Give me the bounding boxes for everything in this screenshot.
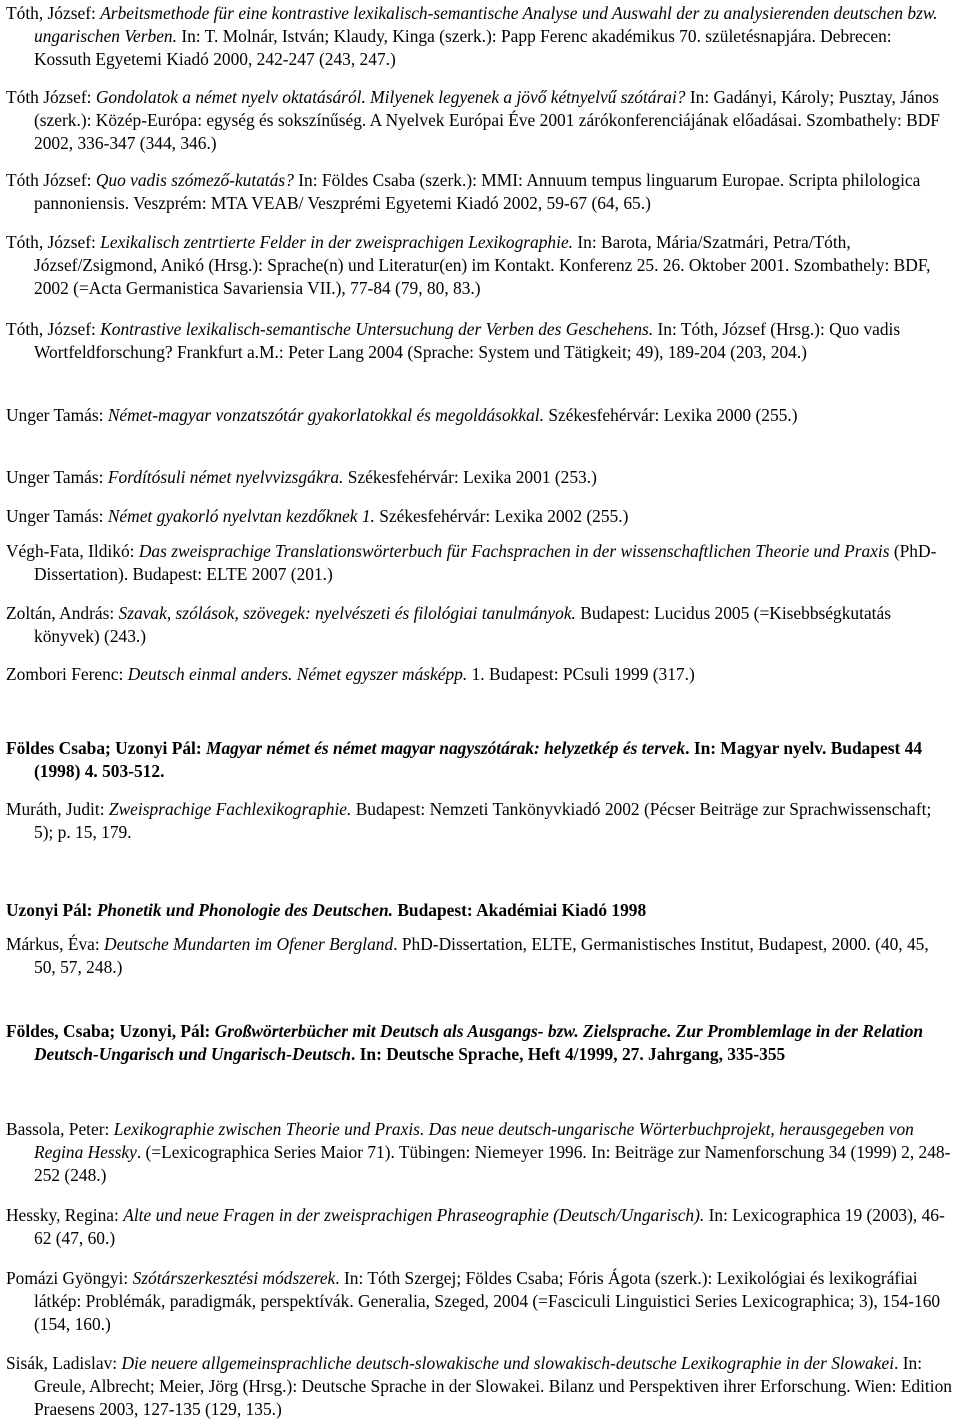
entry-title: Szavak, szólások, szövegek: nyelvészeti és filológiai tanulmányok. (118, 603, 576, 623)
entry-publication: Székesfehérvár: Lexika 2002 (255.) (374, 506, 629, 526)
entry-author: Pomázi Gyöngyi: (6, 1268, 133, 1288)
bib-entry (6, 798, 952, 844)
entry-title: Német gyakorló nyelvtan kezdőknek 1. (107, 506, 375, 526)
entry-author: Márkus, Éva: (6, 934, 105, 954)
entry-title: Arbeitsmethode für eine kontrastive lexikalisch-semantische Analyse und Auswahl der zu analysierenden deutschen bzw. ungarischen Verben. (34, 3, 938, 46)
entry-author: Zombori Ferenc: (6, 664, 128, 684)
entry-title: Großwörterbücher mit Deutsch als Ausgangs- bzw. Zielsprache. Zur Promblemlage in der Relation Deutsch-Ungarisch und Ungarisch-Deutsch (34, 1021, 924, 1064)
entry-publication: . In: Greule, Albrecht; Meier, Jörg (Hrsg.): Deutsche Sprache in der Slowakei. Bilanz und Perspektiven ihrer Erforschung. Wien: Edition Praesens 2003, 127-135 (129, 135.) (34, 1353, 952, 1419)
entry-title: Lexikalisch zentrtierte Felder in der zweisprachigen Lexikographie. (100, 232, 574, 252)
bib-entry (6, 899, 952, 922)
entry-author: Uzonyi Pál: (6, 900, 97, 920)
entry-publication: In: Tóth, József (Hrsg.): Quo vadis Wortfeldforschung? Frankfurt a.M.: Peter Lang 2004 (Sprache: System und Tätigkeit; 49), 189-204 (203, 204.) (34, 319, 901, 362)
entry-author: Muráth, Judit: (6, 799, 109, 819)
entry-title: Deutsch einmal anders. Német egyszer másképp. (127, 664, 468, 684)
bib-entry (6, 231, 952, 300)
entry-author: Földes, Csaba; Uzonyi, Pál: (6, 1021, 215, 1041)
entry-publication: . (=Lexicographica Series Maior 71). Tübingen: Niemeyer 1996. In: Beiträge zur Namenforschung 34 (1999) 2, 248-252 (248.) (34, 1142, 951, 1185)
bib-entry (6, 1118, 952, 1187)
entry-author: Tóth József: (6, 170, 96, 190)
bib-entry (6, 602, 952, 648)
entry-publication: In: Lexicographica 19 (2003), 46-62 (47, 60.) (34, 1205, 945, 1248)
entry-author: Sisák, Ladislav: (6, 1353, 122, 1373)
entry-publication: Budapest: Akadémiai Kiadó 1998 (392, 900, 647, 920)
bib-entry (6, 1352, 952, 1421)
entry-publication: Budapest: Nemzeti Tankönyvkiadó 2002 (Pécser Beiträge zur Sprachwissenschaft; 5); p. 15, 179. (34, 799, 932, 842)
entry-publication: 1. Budapest: PCsuli 1999 (317.) (467, 664, 695, 684)
entry-title: Phonetik und Phonologie des Deutschen. (96, 900, 393, 920)
bib-entry (6, 1020, 952, 1066)
entry-title: Das zweisprachige Translationswörterbuch für Fachsprachen in der wissenschaftlichen Theorie und Praxis (138, 541, 890, 561)
bib-entry (6, 505, 952, 528)
entry-title: Fordítósuli német nyelvvizsgákra. (107, 467, 344, 487)
bib-entry (6, 1267, 952, 1336)
entry-title: Gondolatok a német nyelv oktatásáról. Milyenek legyenek a jövő kétnyelvű szótárai? (95, 87, 686, 107)
entry-author: Tóth József: (6, 87, 96, 107)
bib-entry (6, 663, 952, 686)
entry-publication: Budapest: Lucidus 2005 (=Kisebbségkutatás könyvek) (243.) (34, 603, 891, 646)
entry-title: Német-magyar vonzatszótár gyakorlatokkal és megoldásokkal. (107, 405, 544, 425)
bib-entry (6, 540, 952, 586)
bib-entry (6, 933, 952, 979)
entry-publication: In: T. Molnár, István; Klaudy, Kinga (szerk.): Papp Ferenc akadémikus 70. születésnapjára. Debrecen: Kossuth Egyetemi Kiadó 2000, 242-247 (243, 247.) (34, 26, 892, 69)
entry-publication: In: Földes Csaba (szerk.): MMI: Annuum tempus linguarum Europae. Scripta philologica pannoniensis. Veszprém: MTA VEAB/ Veszprémi Egyetemi Kiadó 2002, 59-67 (64, 65.) (34, 170, 921, 213)
entry-author: Végh-Fata, Ildikó: (6, 541, 139, 561)
entry-author: Unger Tamás: (6, 467, 108, 487)
entry-title: Deutsche Mundarten im Ofener Bergland (104, 934, 394, 954)
bib-entry (6, 404, 952, 427)
entry-author: Bassola, Peter: (6, 1119, 114, 1139)
entry-publication: Székesfehérvár: Lexika 2000 (255.) (543, 405, 798, 425)
entry-author: Unger Tamás: (6, 506, 108, 526)
bib-entry (6, 318, 952, 364)
bib-entry (6, 1204, 952, 1250)
bib-entry (6, 169, 952, 215)
bib-entry (6, 2, 952, 71)
entry-title: Alte und neue Fragen in der zweisprachigen Phraseographie (Deutsch/Ungarisch). (123, 1205, 705, 1225)
entry-author: Unger Tamás: (6, 405, 108, 425)
entry-author: Hessky, Regina: (6, 1205, 124, 1225)
entry-author: Tóth, József: (6, 319, 101, 339)
entry-author: Tóth, József: (6, 3, 101, 23)
entry-title: Quo vadis szómező-kutatás? (95, 170, 294, 190)
entry-title: Die neuere allgemeinsprachliche deutsch-slowakische und slowakisch-deutsche Lexikographie in der Slowakei (121, 1353, 895, 1373)
entry-publication: . In: Tóth Szergej; Földes Csaba; Fóris Ágota (szerk.): Lexikológiai és lexikográfiai látkép: Problémák, paradigmák, perspektívák. Generalia, Szeged, 2004 (=Fasciculi Linguistici Series Lexicographica; 3), 154-160 (154, 160.) (34, 1268, 941, 1334)
entry-publication: . In: Magyar nyelv. Budapest 44 (1998) 4. 503-512. (34, 738, 923, 781)
bib-entry (6, 86, 952, 155)
entry-title: Szótárszerkesztési módszerek (132, 1268, 336, 1288)
bib-entry (6, 737, 952, 783)
entry-author: Földes Csaba; Uzonyi Pál: (6, 738, 206, 758)
entry-title: Lexikographie zwischen Theorie und Praxis. Das neue deutsch-ungarische Wörterbuchprojekt, herausgegeben von Regina Hessky (34, 1119, 914, 1162)
bib-entry (6, 466, 952, 489)
entry-publication: . PhD-Dissertation, ELTE, Germanistisches Institut, Budapest, 2000. (40, 45, 50, 57, 248.) (34, 934, 929, 977)
entry-publication: (PhD-Dissertation). Budapest: ELTE 2007 (201.) (34, 541, 937, 584)
entry-title: Zweisprachige Fachlexikographie. (108, 799, 352, 819)
entry-publication: . In: Deutsche Sprache, Heft 4/1999, 27. Jahrgang, 335-355 (350, 1044, 786, 1064)
entry-publication: Székesfehérvár: Lexika 2001 (253.) (343, 467, 597, 487)
entry-publication: In: Gadányi, Károly; Pusztay, János (szerk.): Közép-Európa: egység és sokszínűség. A Nyelvek Európai Éve 2001 zárókonferenciájának előadásai. Szombathely: BDF 2002, 336-347 (344, 346.) (34, 87, 940, 153)
entry-title: Kontrastive lexikalisch-semantische Untersuchung der Verben des Geschehens. (100, 319, 654, 339)
entry-publication: In: Barota, Mária/Szatmári, Petra/Tóth, József/Zsigmond, Anikó (Hrsg.): Sprache(n) und Literatur(en) im Kontakt. Konferenz 25. 26. Oktober 2001. Szombathely: BDF, 2002 (=Acta Germanistica Savariensia VII.), 77-84 (79, 80, 83.) (34, 232, 931, 298)
entry-title: Magyar német és német magyar nagyszótárak: helyzetkép és tervek (206, 738, 686, 758)
entry-author: Tóth, József: (6, 232, 101, 252)
entry-author: Zoltán, András: (6, 603, 119, 623)
